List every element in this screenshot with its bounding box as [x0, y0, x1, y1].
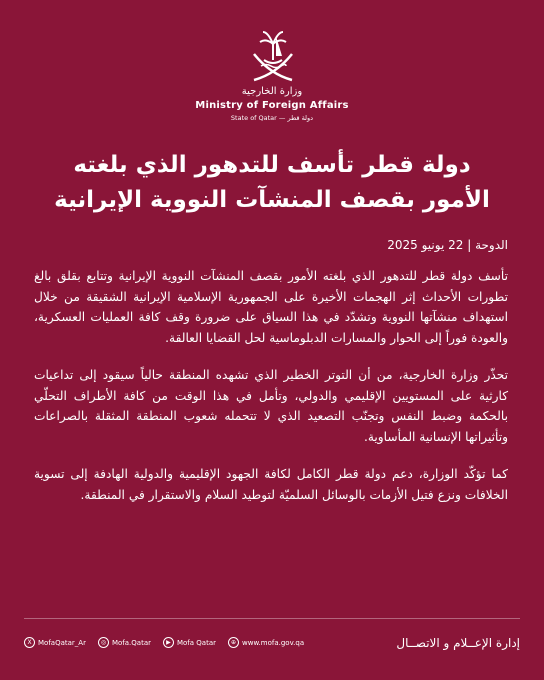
social-links: [24, 637, 304, 648]
statement-title: دولة قطر تأسف للتدهور الذي بلغته الأمور بقصف المنشآت النووية الإيرانية: [54, 152, 490, 213]
social-handle: MofaQatar_Ar: [38, 638, 86, 647]
qatar-emblem-icon: [246, 26, 300, 88]
social-handle: Mofa.Qatar: [111, 638, 151, 647]
paragraph: كما تؤكّد الوزارة، دعم دولة قطر الكامل لكافة الجهود الإقليمية والدولية الهادفة إلى تسوية الخلافات ونزع فتيل الأزمات بالوسائل السلميّة لتوطيد السلام والاستقرار في المنطقة.: [34, 467, 508, 502]
ministry-name-arabic: وزارة الخارجية: [241, 86, 303, 97]
department-name: إدارة الإعــلام و الاتصــال: [396, 636, 520, 650]
statement-body: [34, 266, 508, 522]
social-website[interactable]: [228, 637, 304, 648]
social-youtube[interactable]: [163, 637, 216, 648]
instagram-icon: ◎: [98, 637, 109, 648]
paragraph: تحذّر وزارة الخارجية، من أن التوتر الخطير الذي تشهده المنطقة حالياً سيقود إلى تداعيات كارثية على المستويين الإقليمي والدولي، وتأمل في هذا الوقت من كافة الأطراف التحلّي بالحكمة وضبط النفس وتجنّب التصعيد الذي لا تتحمله شعوب المنطقة المثقلة بالصراعات وتأثيراتها الإنسانية المأساوية.: [34, 368, 508, 444]
social-x[interactable]: [24, 637, 86, 648]
footer-divider: [24, 618, 520, 619]
social-instagram[interactable]: [98, 637, 151, 648]
globe-icon: ⊕: [228, 637, 239, 648]
social-handle: www.mofa.gov.qa: [242, 638, 305, 647]
state-english: State of Qatar: [230, 114, 277, 122]
x-icon: X: [24, 637, 35, 648]
dateline: الدوحة | 22 يونيو 2025: [387, 238, 508, 252]
youtube-icon: ▶: [163, 637, 174, 648]
state-arabic: دولة قطر: [287, 114, 314, 122]
ministry-name-english: Ministry of Foreign Affairs: [195, 100, 349, 111]
paragraph: تأسف دولة قطر للتدهور الذي بلغته الأمور بقصف المنشآت النووية الإيرانية وتتابع بقلق بالغ تطورات الأحداث إثر الهجمات الأخيرة على الجمهورية الإسلامية الإيرانية الشقيقة من خلال استهداف منشآتها النووية وتشدّد في هذا السياق على ضرورة وقف كافة العمليات العسكرية، والعودة فوراً إلى الحوار والمسارات الدبلوماسية لحل القضايا العالقة.: [34, 269, 508, 345]
social-handle: Mofa Qatar: [176, 638, 216, 647]
state-line: State of Qatar — دولة قطر: [230, 114, 314, 122]
